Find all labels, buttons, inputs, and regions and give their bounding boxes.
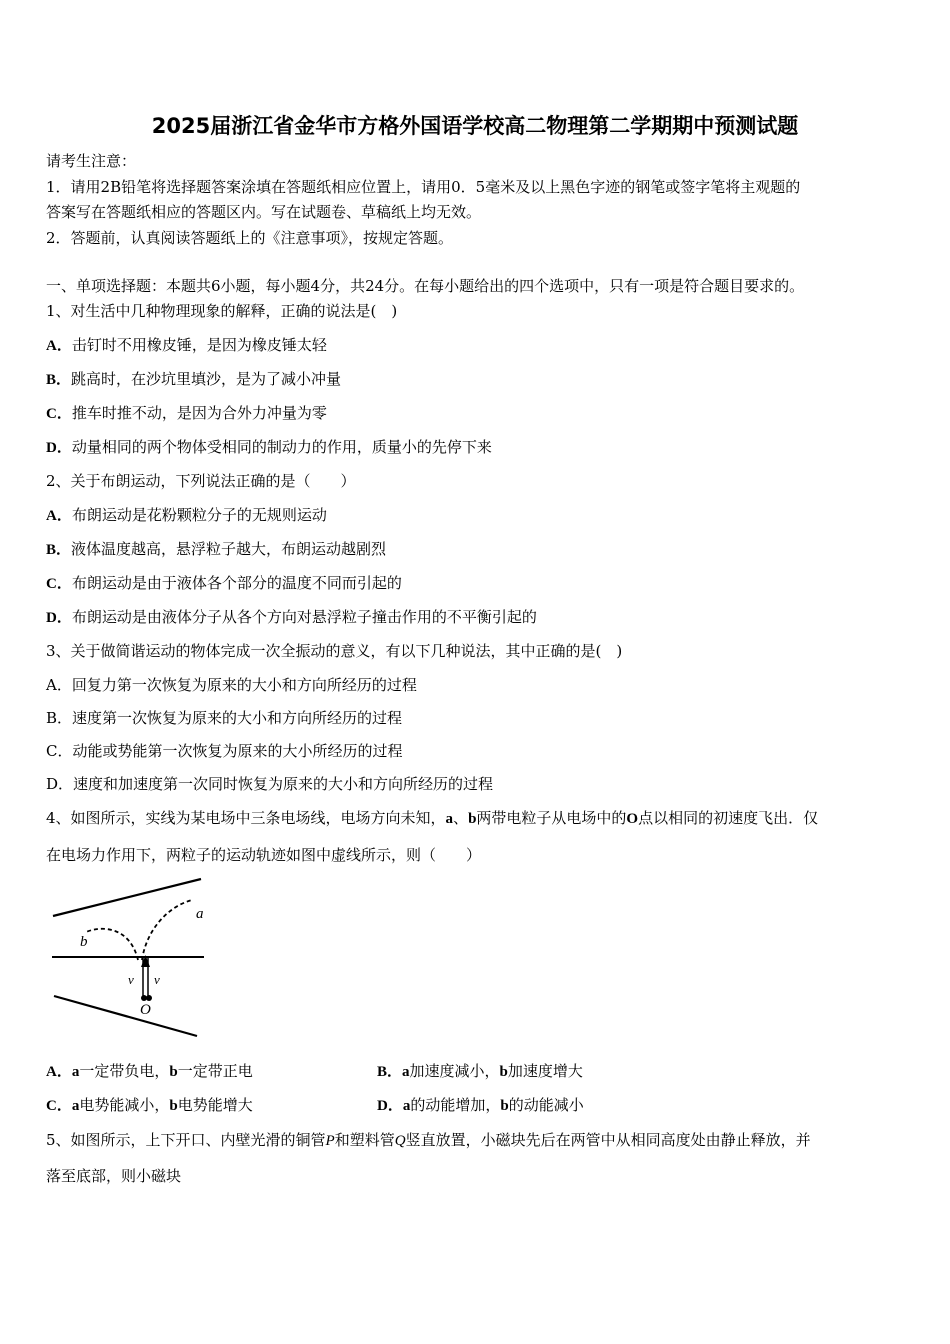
option-label: A． [46, 508, 72, 524]
option-text: 电势能减小， [79, 1096, 170, 1114]
label-v-right: v [154, 972, 160, 987]
question-2-option-b [46, 539, 386, 560]
option-text: 布朗运动是由液体分子从各个方向对悬浮粒子撞击作用的不平衡引起的 [71, 608, 537, 626]
option-text: 电势能增大 [177, 1096, 253, 1114]
option-label: D． [377, 1098, 403, 1114]
option-var: b [169, 1064, 178, 1080]
option-text: 回复力第一次恢复为原来的大小和方向所经历的过程 [71, 676, 417, 694]
question-4-option-a [46, 1061, 253, 1082]
question-4-option-d [377, 1095, 584, 1116]
question-1-option-b [46, 369, 341, 390]
option-label: B． [46, 709, 73, 727]
option-var: a [71, 1098, 80, 1114]
section-heading: 一、单项选择题：本题共6小题，每小题4分，共24分。在每小题给出的四个选项中，只有一项是符合题目要求的。 [46, 277, 805, 295]
label-o: O [140, 1002, 151, 1018]
label-a: a [196, 906, 204, 922]
question-5-stem-line-1 [46, 1130, 811, 1151]
question-2-stem: 2、关于布朗运动，下列说法正确的是（ ） [46, 472, 356, 490]
question-3-option-a [46, 675, 417, 695]
origin-point [146, 995, 152, 1001]
question-2-option-c [46, 573, 402, 594]
option-var: a [71, 1064, 80, 1080]
label-v-left: v [128, 972, 134, 987]
option-text: 的动能增加， [410, 1096, 501, 1114]
question-4-stem-line-2: 在电场力作用下，两粒子的运动轨迹如图中虚线所示，则（ ） [46, 846, 482, 864]
option-text: 动量相同的两个物体受相同的制动力的作用，质量小的先停下来 [71, 438, 492, 456]
notice-heading: 请考生注意： [46, 152, 137, 170]
option-text: 加速度增大 [507, 1062, 583, 1080]
question-4-option-c [46, 1095, 253, 1116]
option-text: 推车时推不动，是因为合外力冲量为零 [71, 404, 327, 422]
notice-item-2: 2．答题前，认真阅读答题纸上的《注意事项》，按规定答题。 [46, 229, 454, 247]
stem-text: 和塑料管 [334, 1131, 395, 1149]
stem-separator: 、 [453, 809, 469, 827]
field-line-top [53, 879, 201, 916]
option-label: D． [46, 440, 72, 456]
option-text: 一定带正电 [177, 1062, 253, 1080]
question-1-stem: 1、对生活中几种物理现象的解释，正确的说法是( ) [46, 302, 398, 320]
option-label: B． [46, 542, 72, 558]
option-text: 速度第一次恢复为原来的大小和方向所经历的过程 [72, 709, 403, 727]
tube-p-label: P [325, 1133, 335, 1149]
document-title: 2025届浙江省金华市方格外国语学校高二物理第二学期期中预测试题 [151, 114, 799, 138]
question-1-option-d [46, 437, 492, 458]
option-label: C． [46, 406, 72, 422]
trajectory-a [142, 900, 192, 960]
stem-text: 竖直放置，小磁块先后在两管中从相同高度处由静止释放，并 [405, 1131, 811, 1149]
tube-q-label: Q [394, 1133, 406, 1149]
option-text: 加速度减小， [409, 1062, 500, 1080]
particle-b-label: b [468, 811, 477, 827]
option-label: C． [46, 742, 73, 760]
point-o-label: O [626, 811, 639, 827]
option-text: 液体温度越高，悬浮粒子越大，布朗运动越剧烈 [71, 540, 387, 558]
notice-item-1-cont: 答案写在答题纸相应的答题区内。写在试题卷、草稿纸上均无效。 [46, 203, 482, 221]
stem-text: 点以相同的初速度飞出．仅 [638, 809, 819, 827]
question-1-option-c [46, 403, 327, 424]
option-text: 布朗运动是花粉颗粒分子的无规则运动 [71, 506, 327, 524]
question-4-option-b [377, 1061, 583, 1082]
notice-item-1: 1．请用2B铅笔将选择题答案涂填在答题纸相应位置上，请用0．5毫米及以上黑色字迹的钢笔或签字笔将主观题的 [46, 178, 801, 196]
stem-text: 两带电粒子从电场中的 [476, 809, 627, 827]
label-b: b [80, 934, 88, 950]
question-2-option-d [46, 607, 537, 628]
electric-field-figure [46, 872, 216, 1042]
question-3-option-b [46, 708, 402, 728]
stem-text: 4、如图所示，实线为某电场中三条电场线，电场方向未知， [46, 809, 446, 827]
option-text: 击钉时不用橡皮锤，是因为橡皮锤太轻 [71, 336, 327, 354]
option-var: b [169, 1098, 178, 1114]
stem-text: 5、如图所示，上下开口、内壁光滑的铜管 [46, 1131, 326, 1149]
trajectory-b [86, 929, 138, 960]
option-label: B． [377, 1064, 403, 1080]
option-var: b [500, 1098, 509, 1114]
option-label: A． [46, 1064, 72, 1080]
option-label: B． [46, 372, 72, 388]
question-3-option-c [46, 741, 403, 761]
option-text: 跳高时，在沙坑里填沙，是为了减小冲量 [71, 370, 342, 388]
option-label: D． [46, 610, 72, 626]
particle-a-label: a [445, 811, 454, 827]
question-2-option-a [46, 505, 327, 526]
option-text: 动能或势能第一次恢复为原来的大小所经历的过程 [72, 742, 403, 760]
option-text: 布朗运动是由于液体各个部分的温度不同而引起的 [71, 574, 402, 592]
field-line-bottom [54, 996, 197, 1036]
question-1-option-a [46, 335, 327, 356]
option-label: D． [46, 775, 74, 793]
option-label: C． [46, 576, 72, 592]
question-3-option-d [46, 774, 493, 794]
question-5-stem-line-2: 落至底部，则小磁块 [46, 1167, 182, 1185]
option-text: 的动能减小 [508, 1096, 584, 1114]
option-var: a [402, 1064, 410, 1080]
option-text: 速度和加速度第一次同时恢复为原来的大小和方向所经历的过程 [73, 775, 494, 793]
option-label: A． [46, 676, 72, 694]
option-text: 一定带负电， [79, 1062, 170, 1080]
option-label: A． [46, 338, 72, 354]
option-var: b [499, 1064, 508, 1080]
option-var: a [402, 1098, 411, 1114]
question-3-stem: 3、关于做简谐运动的物体完成一次全振动的意义，有以下几种说法，其中正确的是( ) [46, 642, 623, 660]
question-4-stem-line-1 [46, 808, 818, 829]
option-label: C． [46, 1098, 72, 1114]
